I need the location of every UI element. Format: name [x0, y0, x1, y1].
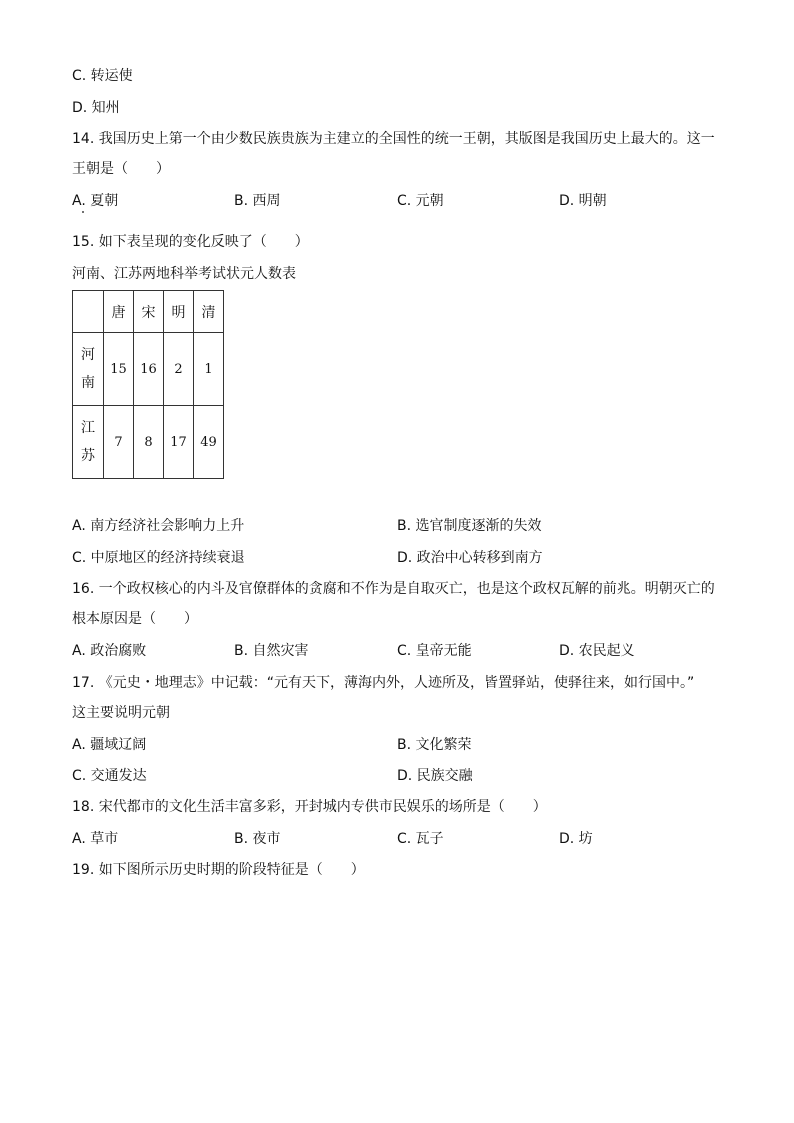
q14-stem-line2: 王朝是（ ） — [72, 161, 170, 177]
q13-option-c: C. 转运使 — [72, 68, 133, 84]
table-header-cell — [73, 291, 104, 333]
table-cell: 7 — [104, 406, 134, 479]
table-cell: 49 — [194, 406, 224, 479]
q15-option-b: B. 选官制度逐渐的失效 — [397, 518, 542, 534]
q17-option-b: B. 文化繁荣 — [397, 737, 472, 753]
region-char: 河 — [81, 347, 95, 363]
q16-stem-line1: 16. 一个政权核心的内斗及官僚群体的贪腐和不作为是自取灭亡，也是这个政权瓦解的前兆。明朝灭亡的 — [72, 581, 715, 597]
q14-stem-line1: 14. 我国历史上第一个由少数民族贵族为主建立的全国性的统一王朝，其版图是我国历史上最大的。这一 — [72, 131, 715, 147]
q14-option-d: D. 明朝 — [559, 193, 607, 209]
table-header-row — [73, 291, 224, 333]
score-table — [72, 290, 224, 479]
q15-option-a: A. 南方经济社会影响力上升 — [72, 518, 245, 534]
table-cell: 15 — [104, 333, 134, 406]
q17-option-a: A. 疆域辽阔 — [72, 737, 147, 753]
table-region-cell — [73, 333, 104, 406]
q16-option-d: D. 农民起义 — [559, 643, 635, 659]
table-header-cell: 清 — [194, 291, 224, 333]
q18-option-b: B. 夜市 — [234, 831, 281, 847]
table-cell: 17 — [164, 406, 194, 479]
table-cell: 2 — [164, 333, 194, 406]
q17-option-c: C. 交通发达 — [72, 768, 147, 784]
table-header-cell: 宋 — [134, 291, 164, 333]
table-cell: 8 — [134, 406, 164, 479]
table-header-cell: 唐 — [104, 291, 134, 333]
q15-stem: 15. 如下表呈现的变化反映了（ ） — [72, 234, 309, 250]
stray-dot-mark — [82, 211, 84, 213]
q14-option-c: C. 元朝 — [397, 193, 444, 209]
q16-option-c: C. 皇帝无能 — [397, 643, 472, 659]
q18-option-a: A. 草市 — [72, 831, 119, 847]
table-cell: 16 — [134, 333, 164, 406]
table-row — [73, 333, 224, 406]
region-char: 南 — [81, 375, 95, 391]
q18-stem: 18. 宋代都市的文化生活丰富多彩，开封城内专供市民娱乐的场所是（ ） — [72, 799, 547, 815]
q14-option-b: B. 西周 — [234, 193, 281, 209]
region-char: 江 — [81, 420, 95, 436]
q16-option-a: A. 政治腐败 — [72, 643, 147, 659]
q15-option-c: C. 中原地区的经济持续衰退 — [72, 550, 245, 566]
q17-stem-line2: 这主要说明元朝 — [72, 705, 170, 721]
q17-option-d: D. 民族交融 — [397, 768, 473, 784]
table-row — [73, 406, 224, 479]
q18-option-d: D. 坊 — [559, 831, 593, 847]
q17-stem-line1: 17. 《元史・地理志》中记载：“元有天下，薄海内外，人迹所及，皆置驿站，使驿往来，如行国中。” — [72, 675, 695, 691]
table-region-cell — [73, 406, 104, 479]
q15-table-title: 河南、江苏两地科举考试状元人数表 — [72, 266, 296, 282]
q16-option-b: B. 自然灾害 — [234, 643, 309, 659]
table-header-cell: 明 — [164, 291, 194, 333]
q16-stem-line2: 根本原因是（ ） — [72, 611, 198, 627]
region-char: 苏 — [81, 448, 95, 464]
q19-stem: 19. 如下图所示历史时期的阶段特征是（ ） — [72, 862, 365, 878]
q14-option-a: A. 夏朝 — [72, 193, 119, 209]
q13-option-d: D. 知州 — [72, 100, 120, 116]
table-cell: 1 — [194, 333, 224, 406]
q18-option-c: C. 瓦子 — [397, 831, 444, 847]
q15-option-d: D. 政治中心转移到南方 — [397, 550, 543, 566]
